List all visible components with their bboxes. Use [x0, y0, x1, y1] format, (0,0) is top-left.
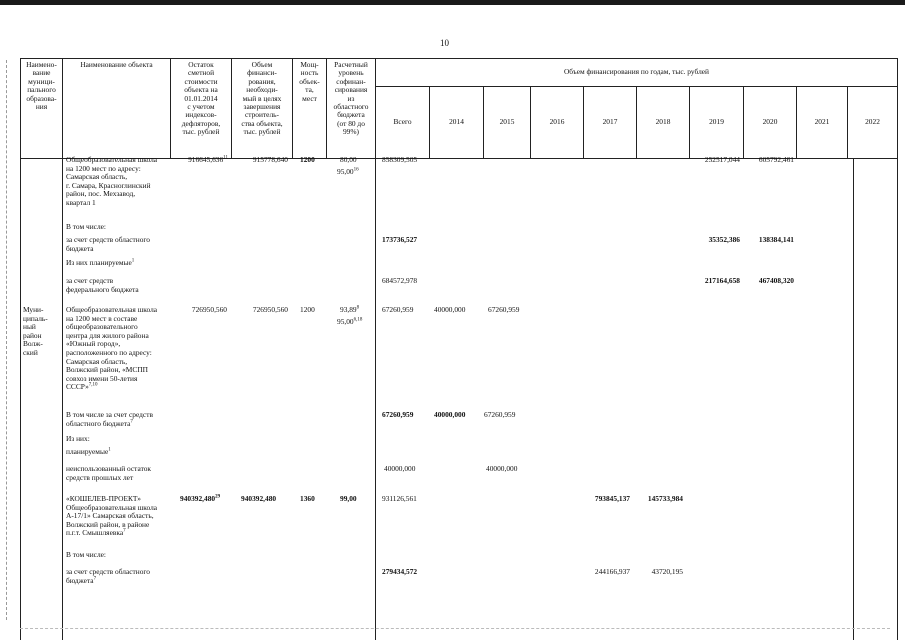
- total-amount: 279434,572: [382, 567, 418, 576]
- table-grid-line: [20, 158, 21, 640]
- object-name: В том числе за счет средств областного бюджета$^7$: [66, 410, 153, 428]
- page-number: 10: [440, 38, 449, 48]
- header-total: Всего: [375, 86, 430, 159]
- cofinancing-level: 93,89$^8$: [340, 305, 360, 314]
- cofinancing-level: 80,00: [340, 155, 357, 164]
- remaining-cost: 726950,560: [191, 305, 227, 314]
- total-amount: 858309,505: [382, 155, 418, 164]
- header-years-title: Объем финансирования по годам, тыс. рублей: [375, 58, 898, 87]
- object-name: В том числе:: [66, 222, 106, 231]
- cofinancing-level-2: 95,00$^{6,18}$: [337, 317, 363, 326]
- bottom-rule: [20, 628, 890, 629]
- amount-2018: 145733,984: [647, 494, 683, 503]
- header-object: Наименование объекта: [62, 58, 171, 159]
- capacity: 1360: [300, 494, 315, 503]
- amount-2014: 40000,000: [434, 305, 466, 314]
- header-year-2018: 2018: [636, 86, 690, 159]
- object-name: Общеобразовательная школа на 1200 мест в составе общеобразовательного центра для жилого района «Южный город», расположенного по адресу: Самарская область, Волжский район, «МСПП совхоз имени 50-летия СССР»$^{7,10}$: [66, 305, 158, 392]
- header-year-2015: 2015: [483, 86, 531, 159]
- object-name: за счет средств областного бюджета: [66, 235, 150, 253]
- cofinancing-level-2: 95,00$^{16}$: [337, 167, 359, 176]
- total-amount: 40000,000: [384, 464, 416, 473]
- amount-2015: 40000,000: [486, 464, 518, 473]
- total-amount: 67260,959: [382, 410, 414, 419]
- header-municipality: Наимено- вание муници- пального образова- ния: [20, 58, 63, 159]
- header-year-2017: 2017: [583, 86, 637, 159]
- object-name: Из них планируемые$^1$: [66, 258, 135, 267]
- total-amount: 684572,978: [382, 276, 418, 285]
- object-name: неиспользованный остаток средств прошлых лет: [66, 464, 151, 482]
- header-year-2019: 2019: [689, 86, 744, 159]
- total-amount: 173736,527: [382, 235, 418, 244]
- funding-volume: 726950,560: [252, 305, 288, 314]
- municipality-name: Муни- ципаль- ный район Волж- ский: [23, 305, 48, 357]
- left-margin-rule: [6, 60, 7, 620]
- cofinancing-level: 99,00: [340, 494, 357, 503]
- capacity: 1200: [300, 305, 315, 314]
- object-name: за счет средств областного бюджета$^7$: [66, 567, 150, 585]
- header-volume: Объем финанси- рования, необходи- мый в целях завершения строитель- ства объекта, тыс. рублей: [231, 58, 293, 159]
- header-remaining: Остаток сметной стоимости объекта на 01.01.2014 с учетом индексов- дефляторов, тыс. рублей: [170, 58, 232, 159]
- total-amount: 67260,959: [382, 305, 414, 314]
- table-grid-line: [375, 158, 376, 640]
- header-year-2014: 2014: [429, 86, 484, 159]
- header-year-2016: 2016: [530, 86, 584, 159]
- header-year-2022: 2022: [847, 86, 898, 159]
- funding-volume: 915778,640: [252, 155, 288, 164]
- object-name: за счет средств федерального бюджета: [66, 276, 139, 294]
- object-name: Из них:: [66, 434, 90, 443]
- capacity: 1200: [300, 155, 315, 164]
- object-name: В том числе:: [66, 550, 106, 559]
- amount-2020: 467408,320: [758, 276, 794, 285]
- object-name: Общеобразовательная школа на 1200 мест по адресу: Самарская область, г. Самара, Красноглинский район, пос. Мехзавод, квартал 1: [66, 155, 158, 207]
- object-name: «КОШЕЛЕВ-ПРОЕКТ» Общеобразовательная школа А-17/1» Самарская область, Волжский район, в районе п.г.т. Смышляевка$^7$: [66, 494, 158, 538]
- table-grid-line: [897, 158, 898, 640]
- amount-2017: 793845,137: [594, 494, 630, 503]
- table-grid-line: [62, 158, 63, 640]
- amount-2019: 252517,044: [704, 155, 740, 164]
- header-year-2020: 2020: [743, 86, 797, 159]
- amount-2019: 217164,658: [704, 276, 740, 285]
- amount-2019: 35352,386: [708, 235, 740, 244]
- object-name: планируемые$^1$: [66, 447, 111, 456]
- top-border: [0, 0, 905, 5]
- table-row: [66, 156, 170, 208]
- header-capacity: Мощ- ность объек- та, мест: [292, 58, 327, 159]
- amount-2020: 605792,461: [758, 155, 794, 164]
- total-amount: 931126,561: [382, 494, 417, 503]
- amount-2015: 67260,959: [488, 305, 520, 314]
- amount-2015: 67260,959: [484, 410, 516, 419]
- remaining-cost: 916645,636$^{11}$: [188, 155, 228, 164]
- table-grid-line: [853, 158, 854, 640]
- amount-2020: 138384,141: [758, 235, 794, 244]
- remaining-cost: 940392,480$^{29}$: [180, 494, 221, 503]
- header-cofinancing: Расчетный уровень софинан- сирования из областного бюджета (от 80 до 99%): [326, 58, 376, 159]
- header-year-2021: 2021: [796, 86, 848, 159]
- amount-2017: 244166,937: [594, 567, 630, 576]
- amount-2018: 43720,195: [651, 567, 683, 576]
- funding-volume: 940392,480: [241, 494, 277, 503]
- amount-2014: 40000,000: [434, 410, 466, 419]
